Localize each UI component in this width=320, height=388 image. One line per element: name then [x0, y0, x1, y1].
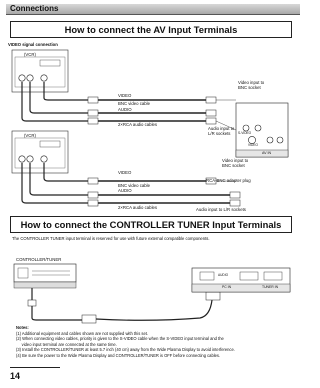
audio-label-2: AUDIO: [118, 188, 132, 193]
page-number: 14: [10, 371, 21, 381]
controller-tuner-device: [14, 264, 76, 288]
audio-label-1: AUDIO: [118, 107, 132, 112]
pc-in-label: PC IN: [222, 285, 232, 289]
note-item: (2) When connecting video cables, priority is given to the S-VIDEO cable when the S-VIDEO input terminal and the: [16, 336, 224, 342]
video-input-label-1: Video input to BNC socket: [238, 80, 265, 90]
vcr-label-1: (VCR): [24, 52, 36, 57]
page-title-av-input: How to connect the AV Input Terminals: [10, 21, 292, 38]
panel-av-in-label: AV IN: [262, 151, 272, 155]
notes-heading: Notes:: [16, 325, 29, 330]
video-input-label-2: Video input to BNC socket: [222, 158, 249, 168]
rca-cables-label-2: 2×RCA audio cables: [118, 205, 158, 210]
section-header-title: Connections: [10, 4, 59, 13]
note-item: video input terminal are connected at the same time.: [16, 341, 117, 347]
note-item: (3) Install the CONTROLLER/TUNER at least 5.7 inch (40 cm) away from the Wide Plasma Display to avoid interference.: [16, 347, 235, 353]
video-label-1: VIDEO: [118, 93, 132, 98]
audio-input-label-1: Audio input to L/R sockets: [208, 126, 235, 136]
rca-cables-label-1: 2×RCA audio cables: [118, 122, 158, 127]
vcr-device-2: [12, 131, 68, 173]
tuner-in-label: TUNER IN: [262, 285, 279, 289]
notes-block: [16, 325, 292, 359]
controller-tuner-label: CONTROLLER/TUNER: [16, 257, 62, 262]
tuner-panel-audio-label: AUDIO: [218, 273, 229, 277]
vcr-label-2: (VCR): [24, 133, 36, 138]
rca-bnc-adapter-label: RCA-BNC adapter plug: [206, 178, 251, 183]
controller-tuner-intro: The CONTROLLER TUNER input terminal is reserved for use with future external compatible components.: [12, 236, 210, 241]
vcr-device-1: [12, 50, 68, 92]
panel-svideo-label: S-VIDEO: [238, 131, 252, 135]
panel-video-label: VIDEO: [248, 143, 258, 147]
tuner-cable: [28, 288, 82, 320]
note-item: (4) Be sure the power to the Wide Plasma Display and CONTROLLER/TUNER is OFF before connecting cables.: [16, 352, 221, 358]
footer-rule: [10, 367, 60, 368]
video-label-2: VIDEO: [118, 170, 132, 175]
bnc-cable-label-1: BNC video cable: [118, 101, 151, 106]
video-signal-subtitle: VIDEO signal connection: [8, 42, 58, 47]
page-title-controller-tuner: How to connect the CONTROLLER TUNER Input Terminals: [10, 216, 292, 233]
bnc-cable-label-2: BNC video cable: [118, 183, 151, 188]
audio-input-label-2: Audio input to L/R sockets: [196, 207, 246, 212]
av-in-panel: [236, 103, 288, 157]
note-item: (1) Additional equipment and cables shown are not supplied with this set.: [16, 330, 148, 336]
